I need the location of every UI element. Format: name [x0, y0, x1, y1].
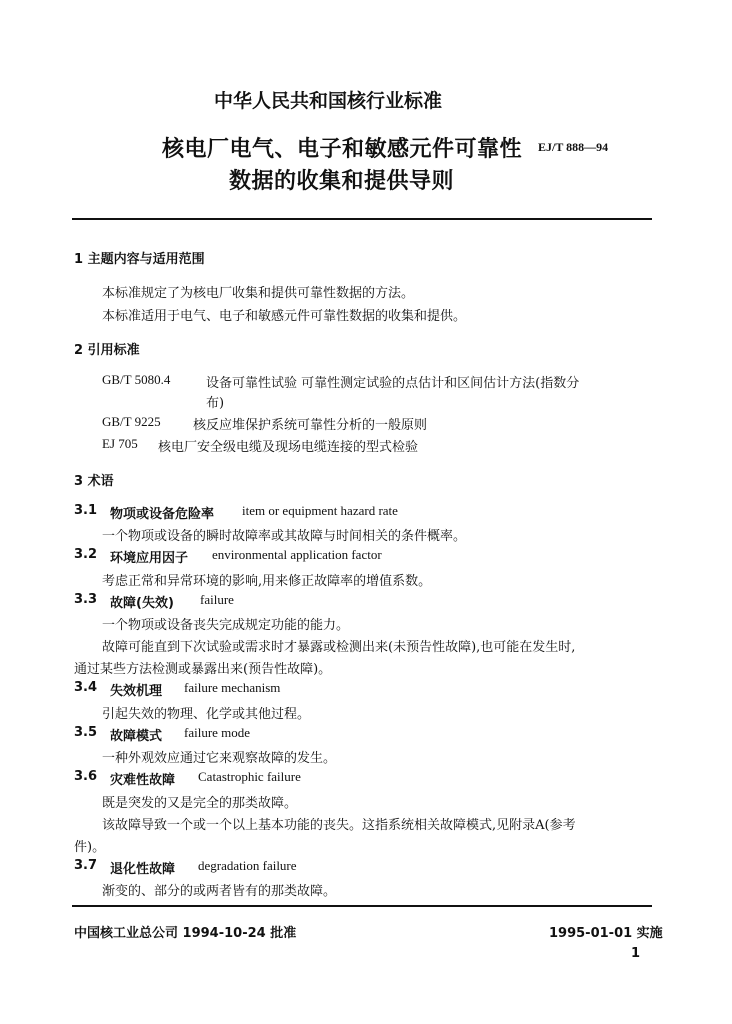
s1-paragraph-2: 本标准适用于电气、电子和敏感元件可靠性数据的收集和提供。: [102, 309, 467, 324]
term-3-7-line-1: 渐变的、部分的或两者皆有的那类故障。: [102, 884, 337, 899]
term-3-3-line-1: 一个物项或设备丧失完成规定功能的能力。: [102, 618, 350, 633]
term-3-6-number: 3.6: [74, 769, 98, 784]
term-3-2-line-1: 考虑正常和异常环境的影响,用来修正故障率的增值系数。: [102, 574, 432, 589]
term-3-4-zh: 失效机理: [110, 684, 163, 699]
term-3-2-en: environmental application factor: [212, 547, 382, 562]
term-3-5-zh: 故障模式: [110, 729, 163, 744]
ref-1-code: GB/T 5080.4: [102, 372, 171, 387]
term-3-6-line-1: 既是突发的又是完全的那类故障。: [102, 796, 298, 811]
term-3-1-en: item or equipment hazard rate: [242, 503, 398, 518]
term-3-1-line-1: 一个物项或设备的瞬时故障率或其故障与时间相关的条件概率。: [102, 529, 467, 544]
ref-3-code: EJ 705: [102, 436, 138, 451]
footer-rule: [72, 905, 652, 907]
section-2-heading: 2 引用标准: [74, 343, 140, 358]
term-3-6-en: Catastrophic failure: [198, 769, 301, 784]
title-line2: 数据的收集和提供导则: [229, 169, 455, 194]
s1-paragraph-1: 本标准规定了为核电厂收集和提供可靠性数据的方法。: [102, 286, 415, 301]
term-3-3-zh: 故障(失效): [110, 596, 174, 611]
term-3-1-number: 3.1: [74, 503, 98, 518]
term-3-4-en: failure mechanism: [184, 680, 281, 695]
page-number: 1: [631, 946, 641, 961]
term-3-6-line-3: 件)。: [74, 840, 106, 855]
standard-org: 中华人民共和国核行业标准: [214, 90, 443, 112]
term-3-2-zh: 环境应用因子: [110, 551, 189, 566]
term-3-4-number: 3.4: [74, 680, 98, 695]
section-1-heading: 1 主题内容与适用范围: [74, 252, 205, 267]
section-3-heading: 3 术语: [74, 474, 114, 489]
term-3-1-zh: 物项或设备危险率: [110, 507, 215, 522]
term-3-4-line-1: 引起失效的物理、化学或其他过程。: [102, 707, 311, 722]
ref-2-text: 核反应堆保护系统可靠性分析的一般原则: [193, 418, 428, 433]
effective-date: 1995-01-01 实施: [549, 926, 663, 941]
term-3-5-line-1: 一种外观效应通过它来观察故障的发生。: [102, 751, 337, 766]
ref-1-text-cont: 布): [206, 396, 225, 411]
term-3-3-en: failure: [200, 592, 234, 607]
term-3-5-number: 3.5: [74, 725, 98, 740]
standard-code: EJ/T 888—94: [538, 140, 609, 154]
term-3-2-number: 3.2: [74, 547, 98, 562]
title-line1: 核电厂电气、电子和敏感元件可靠性: [162, 137, 523, 162]
term-3-3-line-2: 故障可能直到下次试验或需求时才暴露或检测出来(未预告性故障),也可能在发生时,: [102, 640, 576, 655]
ref-1-text: 设备可靠性试验 可靠性测定试验的点估计和区间估计方法(指数分: [206, 376, 580, 391]
term-3-3-line-3: 通过某些方法检测或暴露出来(预告性故障)。: [74, 662, 332, 677]
term-3-7-zh: 退化性故障: [110, 862, 176, 877]
header-rule: [72, 218, 652, 220]
term-3-6-line-2: 该故障导致一个或一个以上基本功能的丧失。这指系统相关故障模式,见附录A(参考: [102, 818, 576, 833]
term-3-5-en: failure mode: [184, 725, 251, 740]
term-3-7-en: degradation failure: [198, 858, 297, 873]
term-3-7-number: 3.7: [74, 858, 98, 873]
approval-line: 中国核工业总公司 1994-10-24 批准: [74, 926, 297, 941]
term-3-6-zh: 灾难性故障: [110, 773, 176, 788]
term-3-3-number: 3.3: [74, 592, 98, 607]
ref-2-code: GB/T 9225: [102, 414, 161, 429]
ref-3-text: 核电厂安全级电缆及现场电缆连接的型式检验: [158, 440, 419, 455]
